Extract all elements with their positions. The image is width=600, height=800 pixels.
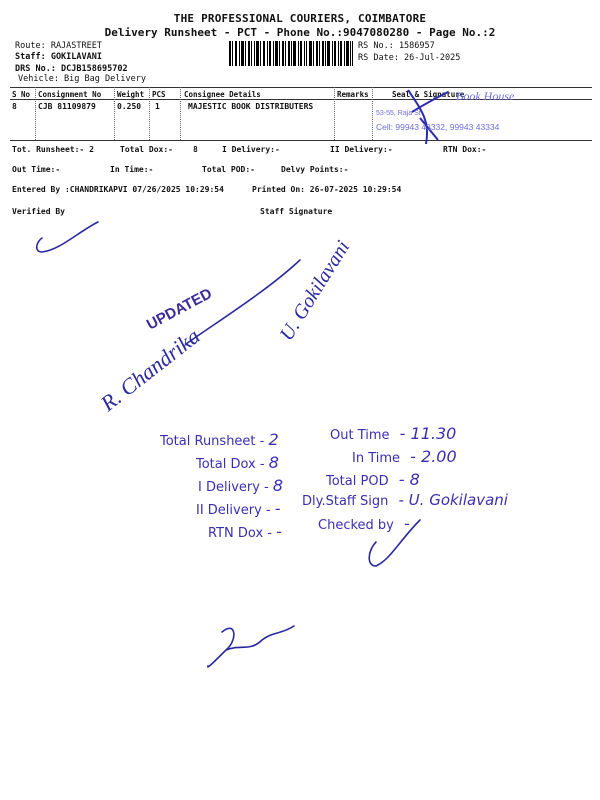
column-header-sno: S No <box>12 90 31 99</box>
hw-total-pod <box>326 470 420 489</box>
stamp-address: 53-55, Raja St <box>376 110 421 117</box>
hw-value: - <box>404 514 410 533</box>
hw-label: In Time <box>352 451 401 466</box>
i-delivery-label: I Delivery:- <box>222 145 280 154</box>
runsheet-subtitle: Delivery Runsheet - PCT - Phone No.:9047080280 - Page No.:2 <box>104 26 496 39</box>
column-header-consignee: Consignee Details <box>184 90 261 99</box>
out-time-label: Out Time:- <box>12 165 61 174</box>
hw-value: - 2.00 <box>410 447 457 466</box>
hw-label: II Delivery - <box>196 503 271 518</box>
rtn-dox-label: RTN Dox:- <box>443 145 487 154</box>
check-mark <box>37 222 98 252</box>
tot-runsheet: Tot. Runsheet:- 2 <box>12 145 94 154</box>
hw-in-time <box>352 447 457 466</box>
hw-label: I Delivery - <box>198 480 269 495</box>
hw-label: Dly.Staff Sign <box>302 494 389 509</box>
hw-out-time <box>330 424 456 443</box>
handwritten-signatures <box>0 220 600 800</box>
stamp-phone: Cell: 99943 43332, 99943 43334 <box>376 122 500 132</box>
column-header-seal: Seal & Signature <box>392 90 465 99</box>
hw-rtn-dox <box>208 522 282 541</box>
cell-consignee: MAJESTIC BOOK DISTRIBUTERS <box>188 102 314 111</box>
stamp-decoration <box>368 82 568 152</box>
hw-dly-staff-sign <box>302 491 508 509</box>
hw-value: 8 <box>268 453 279 472</box>
hw-value: - <box>276 522 282 541</box>
hw-value: 2 <box>268 430 279 449</box>
staff-signature-label: Staff Signature <box>260 207 333 216</box>
column-header-pcs: PCS <box>152 90 166 99</box>
ii-delivery-label: II Delivery:- <box>330 145 393 154</box>
total-dox-label: Total Dox:- <box>120 145 173 154</box>
column-divider <box>180 87 181 140</box>
column-divider <box>114 87 115 140</box>
verified-by-label: Verified By <box>12 207 65 216</box>
hw-value: - 11.30 <box>399 424 457 443</box>
hw-total-dox <box>196 453 279 472</box>
column-header-consignment: Consignment No <box>38 90 102 99</box>
hw-value: - U. Gokilavani <box>398 491 508 509</box>
svg-text:Book House: Book House <box>456 89 515 103</box>
cell-sno: 8 <box>12 102 17 111</box>
company-stamp <box>368 82 568 152</box>
column-header-weight: Weight <box>117 90 145 99</box>
column-divider <box>35 87 36 140</box>
hw-ii-delivery <box>196 499 281 518</box>
rs-number: RS No.: 1586957 <box>358 41 435 51</box>
cell-weight: 0.250 <box>117 102 142 111</box>
column-divider <box>149 87 150 140</box>
hw-label: Checked by <box>318 518 394 533</box>
hw-label: RTN Dox - <box>208 526 272 541</box>
updated-stamp: UPDATED <box>143 285 215 334</box>
hw-value: - <box>274 499 281 518</box>
barcode-image <box>229 41 353 66</box>
hw-checked-by <box>318 514 410 533</box>
column-header-remarks: Remarks <box>337 90 369 99</box>
hw-label: Total Runsheet - <box>160 434 265 449</box>
hw-label: Out Time <box>330 428 390 443</box>
in-time-label: In Time:- <box>110 165 154 174</box>
hw-total-runsheet <box>160 430 279 449</box>
company-title: THE PROFESSIONAL COURIERS, COIMBATORE <box>173 12 427 25</box>
vehicle-label: Vehicle: Big Bag Delivery <box>18 74 146 84</box>
total-pod-label: Total POD:- <box>202 165 255 174</box>
staff-label: Staff: GOKILAVANI <box>15 52 102 62</box>
route-label: Route: RAJASTREET <box>15 41 102 51</box>
hw-value: 8 <box>272 476 284 495</box>
column-divider <box>334 87 335 140</box>
hw-label: Total POD <box>326 474 389 489</box>
total-dox-value: 8 <box>193 145 198 154</box>
checker-signature <box>208 626 294 667</box>
hw-value: - 8 <box>398 470 420 489</box>
hw-label: Total Dox - <box>196 457 265 472</box>
handwritten-name-gokilavani: U. Gokilavani <box>275 236 355 345</box>
cell-pcs: 1 <box>155 102 160 111</box>
cell-consignment: CJB 81109879 <box>38 102 96 111</box>
drs-number: DRS No.: DCJB158695702 <box>15 64 128 74</box>
printed-on: Printed On: 26-07-2025 10:29:54 <box>252 185 402 194</box>
hw-i-delivery <box>198 476 283 495</box>
entered-by: Entered By :CHANDRIKAPVI 07/26/2025 10:29:54 <box>12 185 224 194</box>
delvy-points-label: Delvy Points:- <box>281 165 349 174</box>
rs-date: RS Date: 26-Jul-2025 <box>358 53 461 63</box>
handwritten-name-chandrika: R. Chandrika <box>95 323 205 416</box>
